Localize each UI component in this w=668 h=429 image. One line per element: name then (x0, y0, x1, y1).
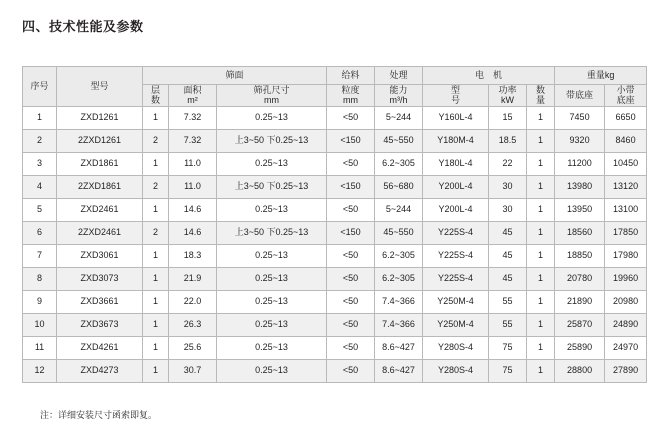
cell-index: 6 (23, 221, 57, 244)
cell-area: 7.32 (169, 106, 217, 129)
cell-weight-with-base: 25870 (555, 313, 605, 336)
cell-area: 26.3 (169, 313, 217, 336)
cell-area: 11.0 (169, 152, 217, 175)
cell-granularity: <50 (327, 359, 375, 382)
cell-granularity: <50 (327, 290, 375, 313)
header-model: 型号 (57, 67, 143, 107)
cell-granularity: <50 (327, 313, 375, 336)
header-layers (143, 85, 169, 107)
cell-index: 11 (23, 336, 57, 359)
cell-weight-with-base: 11200 (555, 152, 605, 175)
cell-weight-with-base: 13950 (555, 198, 605, 221)
cell-weight-without-base: 27890 (605, 359, 647, 382)
cell-granularity: <50 (327, 336, 375, 359)
cell-ability: 6.2~305 (375, 152, 423, 175)
cell-ability: 6.2~305 (375, 244, 423, 267)
cell-index: 10 (23, 313, 57, 336)
table-row (23, 244, 647, 267)
cell-mesh: 0.25~13 (217, 106, 327, 129)
header-group-weight: 重量kg (555, 67, 647, 85)
table-row (23, 106, 647, 129)
cell-qty: 1 (527, 198, 555, 221)
page-title: 四、技术性能及参数 (22, 19, 144, 34)
cell-mesh: 0.25~13 (217, 290, 327, 313)
header-mesh-unit: mm (264, 95, 280, 106)
cell-area: 21.9 (169, 267, 217, 290)
cell-mesh: 上3~50 下0.25~13 (217, 175, 327, 198)
cell-granularity: <50 (327, 267, 375, 290)
cell-motor-type: Y225S-4 (423, 221, 489, 244)
header-granularity (327, 85, 375, 107)
header-area-line1: 面积 (183, 85, 202, 95)
cell-layers: 2 (143, 175, 169, 198)
cell-model: ZXD3061 (57, 244, 143, 267)
cell-model: ZXD4273 (57, 359, 143, 382)
cell-weight-with-base: 18850 (555, 244, 605, 267)
cell-area: 7.32 (169, 129, 217, 152)
cell-qty: 1 (527, 129, 555, 152)
cell-power: 55 (489, 290, 527, 313)
table-row (23, 313, 647, 336)
note-text: 详细安装尺寸函索即复。 (58, 410, 158, 420)
cell-motor-type: Y250M-4 (423, 313, 489, 336)
header-row-group (23, 67, 647, 85)
cell-power: 22 (489, 152, 527, 175)
header-mesh-line1: 筛孔尺寸 (253, 85, 290, 95)
table-body (23, 106, 647, 382)
cell-ability: 45~550 (375, 129, 423, 152)
header-motor-type-line1: 型 (451, 85, 461, 95)
spec-table-container (22, 66, 646, 383)
cell-mesh: 上3~50 下0.25~13 (217, 221, 327, 244)
cell-ability: 8.6~427 (375, 336, 423, 359)
cell-model: ZXD3073 (57, 267, 143, 290)
header-weight-without-base-line1: 小带 (616, 85, 635, 95)
cell-motor-type: Y200L-4 (423, 198, 489, 221)
cell-ability: 5~244 (375, 198, 423, 221)
cell-qty: 1 (527, 175, 555, 198)
cell-weight-without-base: 13120 (605, 175, 647, 198)
header-area (169, 85, 217, 107)
header-group-capacity: 处理 (375, 67, 423, 85)
cell-power: 45 (489, 221, 527, 244)
cell-ability: 45~550 (375, 221, 423, 244)
table-row (23, 152, 647, 175)
cell-power: 45 (489, 244, 527, 267)
cell-qty: 1 (527, 359, 555, 382)
cell-area: 30.7 (169, 359, 217, 382)
header-weight-without-base-line2: 底座 (616, 95, 635, 106)
cell-ability: 6.2~305 (375, 267, 423, 290)
cell-layers: 1 (143, 244, 169, 267)
spec-table (22, 66, 647, 383)
cell-mesh: 0.25~13 (217, 244, 327, 267)
cell-index: 4 (23, 175, 57, 198)
cell-motor-type: Y180L-4 (423, 152, 489, 175)
cell-motor-type: Y225S-4 (423, 244, 489, 267)
cell-layers: 1 (143, 267, 169, 290)
cell-weight-without-base: 10450 (605, 152, 647, 175)
cell-motor-type: Y280S-4 (423, 336, 489, 359)
cell-area: 14.6 (169, 221, 217, 244)
cell-qty: 1 (527, 244, 555, 267)
cell-mesh: 0.25~13 (217, 336, 327, 359)
cell-layers: 1 (143, 152, 169, 175)
header-mesh (217, 85, 327, 107)
cell-mesh: 0.25~13 (217, 152, 327, 175)
header-power (489, 85, 527, 107)
cell-qty: 1 (527, 152, 555, 175)
cell-weight-with-base: 18560 (555, 221, 605, 244)
cell-mesh: 0.25~13 (217, 267, 327, 290)
cell-layers: 1 (143, 290, 169, 313)
header-weight-without-base (605, 85, 647, 107)
table-row (23, 198, 647, 221)
cell-qty: 1 (527, 267, 555, 290)
header-group-motor: 电 机 (423, 67, 555, 85)
header-qty-line2: 量 (536, 95, 546, 106)
cell-granularity: <50 (327, 152, 375, 175)
cell-mesh: 0.25~13 (217, 359, 327, 382)
cell-weight-with-base: 21890 (555, 290, 605, 313)
header-granularity-line1: 粒度 (341, 85, 360, 95)
cell-model: ZXD1861 (57, 152, 143, 175)
cell-power: 30 (489, 198, 527, 221)
table-row (23, 290, 647, 313)
cell-index: 9 (23, 290, 57, 313)
cell-model: ZXD3673 (57, 313, 143, 336)
cell-layers: 1 (143, 313, 169, 336)
cell-ability: 56~680 (375, 175, 423, 198)
cell-weight-with-base: 9320 (555, 129, 605, 152)
cell-ability: 7.4~366 (375, 290, 423, 313)
header-area-unit: m² (187, 95, 198, 106)
cell-motor-type: Y225S-4 (423, 267, 489, 290)
cell-model: ZXD3661 (57, 290, 143, 313)
cell-granularity: <150 (327, 129, 375, 152)
cell-weight-without-base: 17980 (605, 244, 647, 267)
cell-index: 5 (23, 198, 57, 221)
cell-layers: 1 (143, 359, 169, 382)
header-layers-line2: 数 (150, 95, 160, 106)
cell-model: ZXD4261 (57, 336, 143, 359)
cell-index: 8 (23, 267, 57, 290)
cell-power: 75 (489, 336, 527, 359)
cell-granularity: <150 (327, 221, 375, 244)
table-row (23, 175, 647, 198)
header-index: 序号 (23, 67, 57, 107)
header-ability-unit: m³/h (389, 95, 408, 106)
header-qty (527, 85, 555, 107)
cell-qty: 1 (527, 336, 555, 359)
cell-weight-without-base: 20980 (605, 290, 647, 313)
cell-power: 18.5 (489, 129, 527, 152)
cell-weight-with-base: 13980 (555, 175, 605, 198)
cell-mesh: 0.25~13 (217, 198, 327, 221)
header-group-feed: 给料 (327, 67, 375, 85)
cell-model: 2ZXD1861 (57, 175, 143, 198)
table-header (23, 67, 647, 107)
cell-index: 1 (23, 106, 57, 129)
header-weight-with-base: 带底座 (555, 85, 605, 107)
table-row (23, 267, 647, 290)
cell-weight-without-base: 24970 (605, 336, 647, 359)
header-qty-line1: 数 (536, 85, 546, 95)
cell-weight-without-base: 17850 (605, 221, 647, 244)
cell-qty: 1 (527, 106, 555, 129)
cell-motor-type: Y200L-4 (423, 175, 489, 198)
header-motor-type-line2: 号 (451, 95, 461, 106)
cell-layers: 1 (143, 198, 169, 221)
cell-index: 12 (23, 359, 57, 382)
header-ability (375, 85, 423, 107)
header-granularity-unit: mm (343, 95, 359, 106)
cell-motor-type: Y280S-4 (423, 359, 489, 382)
table-row (23, 221, 647, 244)
cell-granularity: <50 (327, 244, 375, 267)
cell-area: 25.6 (169, 336, 217, 359)
cell-layers: 2 (143, 129, 169, 152)
cell-power: 75 (489, 359, 527, 382)
cell-weight-with-base: 28800 (555, 359, 605, 382)
cell-motor-type: Y160L-4 (423, 106, 489, 129)
cell-weight-without-base: 13100 (605, 198, 647, 221)
cell-layers: 2 (143, 221, 169, 244)
cell-power: 45 (489, 267, 527, 290)
cell-weight-without-base: 6650 (605, 106, 647, 129)
cell-motor-type: Y180M-4 (423, 129, 489, 152)
header-power-line1: 功率 (498, 85, 517, 95)
header-motor-type (423, 85, 489, 107)
cell-model: 2ZXD2461 (57, 221, 143, 244)
cell-qty: 1 (527, 221, 555, 244)
header-ability-line1: 能力 (389, 85, 408, 95)
table-note (22, 408, 646, 421)
cell-qty: 1 (527, 313, 555, 336)
cell-granularity: <50 (327, 106, 375, 129)
note-label: 注： (40, 410, 59, 420)
cell-index: 2 (23, 129, 57, 152)
cell-area: 22.0 (169, 290, 217, 313)
cell-ability: 5~244 (375, 106, 423, 129)
cell-area: 14.6 (169, 198, 217, 221)
cell-granularity: <50 (327, 198, 375, 221)
cell-area: 11.0 (169, 175, 217, 198)
cell-weight-with-base: 7450 (555, 106, 605, 129)
cell-qty: 1 (527, 290, 555, 313)
cell-granularity: <150 (327, 175, 375, 198)
cell-weight-without-base: 19960 (605, 267, 647, 290)
cell-index: 3 (23, 152, 57, 175)
cell-weight-without-base: 24890 (605, 313, 647, 336)
cell-ability: 7.4~366 (375, 313, 423, 336)
cell-power: 55 (489, 313, 527, 336)
cell-model: ZXD1261 (57, 106, 143, 129)
header-power-unit: kW (501, 95, 515, 106)
cell-power: 30 (489, 175, 527, 198)
cell-layers: 1 (143, 106, 169, 129)
cell-model: 2ZXD1261 (57, 129, 143, 152)
cell-weight-without-base: 8460 (605, 129, 647, 152)
header-layers-line1: 层 (150, 85, 160, 95)
cell-ability: 8.6~427 (375, 359, 423, 382)
cell-index: 7 (23, 244, 57, 267)
cell-weight-with-base: 20780 (555, 267, 605, 290)
table-row (23, 336, 647, 359)
table-row (23, 129, 647, 152)
cell-layers: 1 (143, 336, 169, 359)
table-row (23, 359, 647, 382)
cell-motor-type: Y250M-4 (423, 290, 489, 313)
header-group-sieve: 筛面 (143, 67, 327, 85)
cell-mesh: 上3~50 下0.25~13 (217, 129, 327, 152)
cell-mesh: 0.25~13 (217, 313, 327, 336)
cell-power: 15 (489, 106, 527, 129)
cell-model: ZXD2461 (57, 198, 143, 221)
cell-weight-with-base: 25890 (555, 336, 605, 359)
cell-area: 18.3 (169, 244, 217, 267)
